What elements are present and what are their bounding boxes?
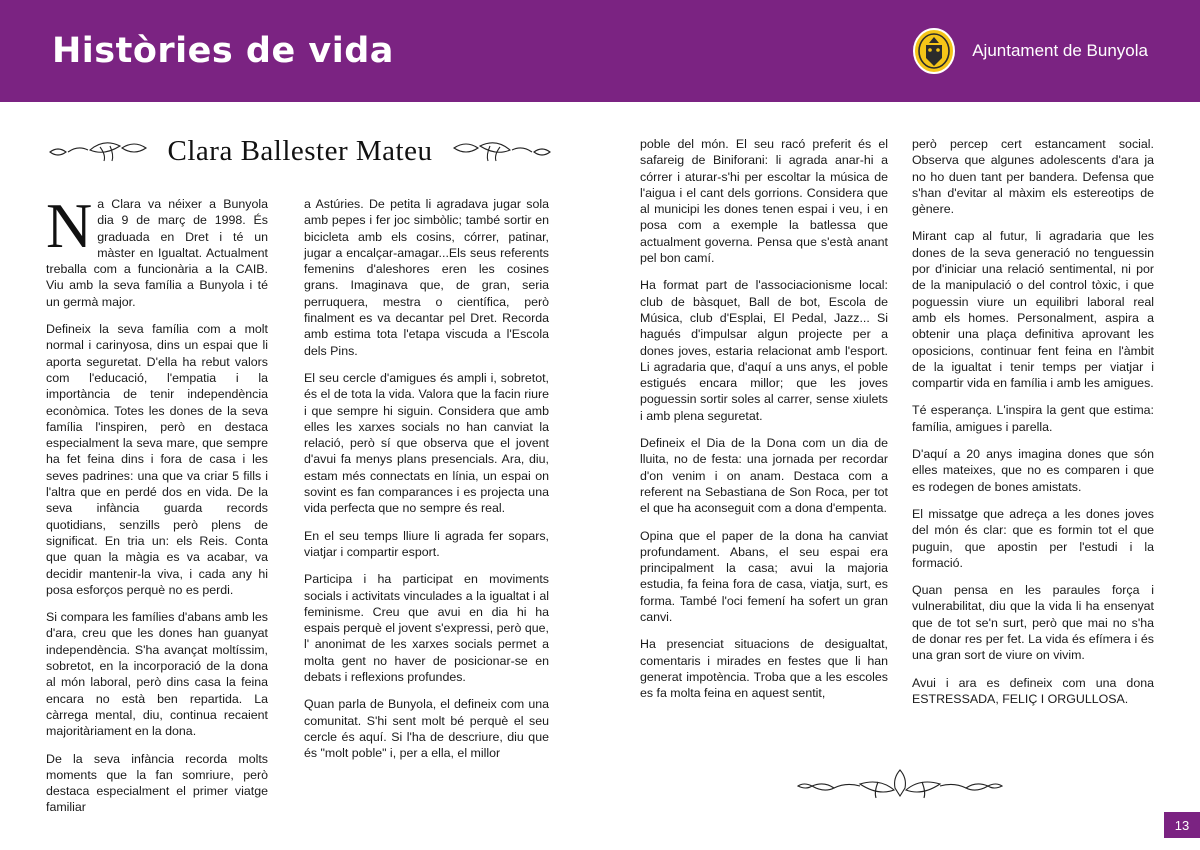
article-title: Clara Ballester Mateu: [167, 134, 433, 167]
page-title: Històries de vida: [52, 31, 394, 71]
leaf-flourish-bottom-icon: [790, 760, 1010, 808]
drop-cap: N: [46, 190, 93, 261]
paragraph: Avui i ara es defineix com una dona ESTRESSADA, FELIÇ I ORGULLOSA.: [912, 675, 1154, 706]
text-column-4: [912, 136, 1154, 718]
paragraph: Defineix el Dia de la Dona com un dia de lluita, no de festa: una jornada per recordar d'on venim i on anam. Destaca com a referent na Sebastiana de Son Roca, per tot el que ha aconseguit com a dona d'empenta.: [640, 436, 888, 516]
text-column-1: [46, 190, 268, 827]
paragraph: En el seu temps lliure li agrada fer sopars, viatjar i compartir esport.: [304, 528, 549, 559]
header-brand: [912, 28, 1148, 74]
paragraph: Opina que el paper de la dona ha canviat profundament. Abans, el seu espai era principalment la casa; avui la majoria estudia, fa feina fora de casa, viatja, surt, es forma. També l'oci femení ha sofert un gran canvi.: [640, 528, 888, 625]
paragraph: Té esperança. L'inspira la gent que estima: família, amigues i parella.: [912, 403, 1154, 434]
paragraph-text: a Clara va néixer a Bunyola dia 9 de març de 1998. És graduada en Dret i té un màster en Igualtat. Actualment treballa com a funcionària a la CAIB. Viu amb la seva família a Bunyola i té un germà major.: [46, 197, 268, 309]
paragraph: Ha format part de l'associacionisme local: club de bàsquet, Ball de bot, Escola de Música, club d'Esplai, El Pedal, Jazz... Si hagués d'impulsar algun projecte per a dones joves, estaria relacionat amb l'esport. Li agradaria que, d'aquí a uns anys, el poble estigués encara millor; que les joves poguessin sortir soles al carrer, sense xiulets i amb plena seguretat.: [640, 278, 888, 423]
page-header: [0, 0, 1200, 102]
paragraph: Ha presenciat situacions de desigualtat, comentaris i mirades en festes que li han generat impotència. Troba que a les escoles es fa molta feina en aquest sentit,: [640, 637, 888, 701]
paragraph: poble del món. El seu racó preferit és el safareig de Biniforani: li agrada anar-hi a córrer i aturar-s'hi per escoltar la música de l'aigua i el cant dels gorrions. Considera que al municipi les dones tenen espai i veu, i en posa com a exemple la batlessa que actualment governa. Pensa que s'està anant pel bon camí.: [640, 137, 888, 266]
paragraph: Quan pensa en les paraules força i vulnerabilitat, diu que la vida li ha ensenyat que de tot se'n surt, però que mai no s'ha de donar res per fet. La vida és efímera i és una gran sort de viure on vivim.: [912, 583, 1154, 663]
paragraph: [46, 190, 268, 310]
paragraph: Si compara les famílies d'abans amb les d'ara, creu que les dones han guanyat independència. S'ha avançat moltíssim, sobretot, en la incorporació de la dona al món laboral, però dins casa la feina encara no està ben repartida. La càrrega mental, diu, continua recaient majoritàriament en la dona.: [46, 610, 268, 739]
paragraph: a Astúries. De petita li agradava jugar sola amb pepes i fer joc simbòlic; també sortir en bicicleta amb els cosins, córrer, patinar, jugar a encalçar-amagar...Els seus referents femenins d'aleshores eren les cosines grans. Imaginava que, de gran, seria perruquera, mestra o científica, però finalment es va decantar pel Dret. Recorda amb estima tota l'etapa viscuda a l'Escola dels Pins.: [304, 197, 549, 358]
text-column-2: [304, 196, 549, 773]
text-column-3: [640, 136, 888, 713]
leaf-flourish-left-icon: [48, 134, 158, 169]
coat-of-arms-icon: [912, 28, 956, 74]
paragraph: D'aquí a 20 anys imagina dones que són elles mateixes, que no es comparen i que es rodegen de bones amistats.: [912, 447, 1154, 494]
paragraph: El missatge que adreça a les dones joves del món és clar: que es formin tot el que puguin, que apostin per l'estudi i la formació.: [912, 506, 1154, 570]
organization-name: Ajuntament de Bunyola: [972, 41, 1148, 60]
paragraph: De la seva infància recorda molts moments que la fan somriure, però destaca especialment el primer viatge familiar: [46, 751, 268, 815]
paragraph: però percep cert estancament social. Observa que algunes adolescents d'ara ja no ho duen tant per bandera. Defensa que s'han d'evitar al màxim els estereotips de gènere.: [912, 137, 1154, 217]
page-number: 13: [1164, 812, 1200, 838]
leaf-flourish-right-icon: [442, 134, 552, 169]
paragraph: Quan parla de Bunyola, el defineix com una comunitat. S'hi sent molt bé perquè el seu cercle és aquí. Si l'ha de descriure, diu que és "molt poble" i, per a ella, el millor: [304, 697, 549, 761]
paragraph: Mirant cap al futur, li agradaria que les dones de la seva generació no tenguessin por d'iniciar una relació sentimental, ni por de la manipulació o del control tòxic, i que poguessin viure un equilibri laboral real amb els homes. Personalment, aspira a obtenir una plaça definitiva aprovant les oposicions, continuar fent feina en l'àmbit de la igualtat i tenir temps per viatjar i compartir vida en família i amb les amigues.: [912, 229, 1154, 391]
paragraph: El seu cercle d'amigues és ampli i, sobretot, és el de tota la vida. Valora que la facin riure i que sempre hi siguin. Considera que amb elles les xarxes socials no han canviat la relació, però sí que observa que el jovent d'avui fa menys plans presencials. Ara, diu, estam més connectats en línia, un espai on sovint es fan comparances i es projecta una vida perfecta que no sempre és real.: [304, 370, 549, 516]
paragraph: Participa i ha participat en moviments socials i activitats vinculades a la igualtat i al feminisme. Creu que avui en dia hi ha espais perquè el jovent s'expressi, però que, l' anonimat de les xarxes socials permet a molta gent no haver de posicionar-se en debats i reflexions profundes.: [304, 572, 549, 685]
paragraph: Defineix la seva família com a molt normal i carinyosa, dins un espai que li aporta seguretat. D'ella ha rebut valors com l'educació, l'empatia i la importància de tenir independència econòmica. Totes les dones de la seva família l'inspiren, però en destaca especialment la seva mare, que sempre ha fet feina dins i fora de casa i les seves padrines: una que va criar 5 fills i l'altra que en perdé dos en vida. De la seva infància guarda records quotidians, senzills però plens de significat. En tria un: els Reis. Conta que quan la màgia es va acabar, va decidir mantenir-la viva, i cada any hi posa esforços perquè no es perdi.: [46, 322, 268, 597]
article-title-row: [46, 128, 554, 174]
